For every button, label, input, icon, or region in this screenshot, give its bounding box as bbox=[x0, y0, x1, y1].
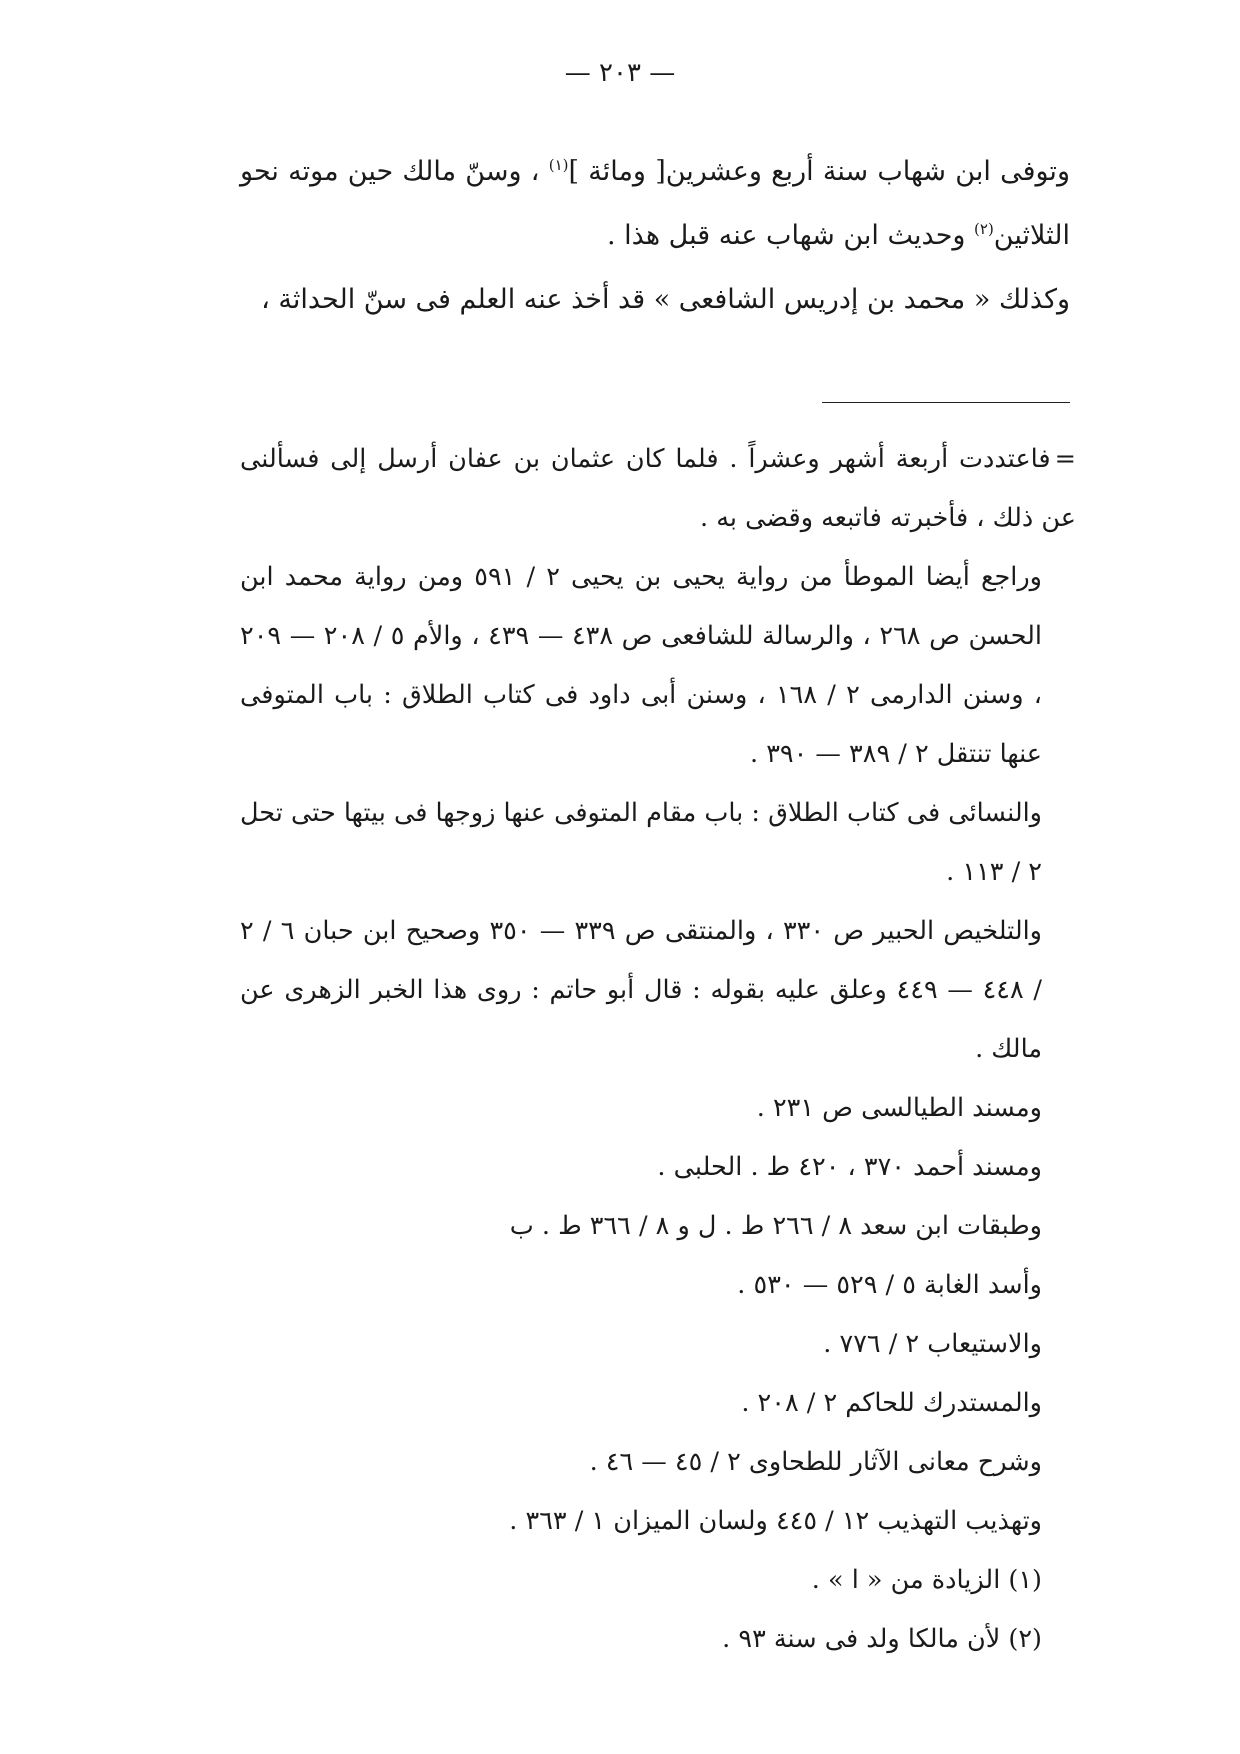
main-paragraph-1-part-2: ، وسنّ مالك حين موته نحو الثلاثين bbox=[240, 156, 1070, 251]
footnote-ref-2: (٢) bbox=[974, 220, 994, 238]
continuation-text: فاعتددت أربعة أشهر وعشراً . فلما كان عثمان بن عفان أرسل إلى فسألنى عن ذلك ، فأخبرته فاتبعه وقضى به . bbox=[240, 444, 1076, 533]
footnote-paragraph-muwatta: وراجع أيضا الموطأ من رواية يحيى بن يحيى ٢ / ٥٩١ ومن رواية محمد ابن الحسن ص ٢٦٨ ، والرسالة للشافعى ص ٤٣٨ — ٤٣٩ ، والأم ٥ / ٢٠٨ — ٢٠٩ ، وسنن الدارمى ٢ / ١٦٨ ، وسنن أبى داود فى كتاب الطلاق : باب المتوفى عنها تنتقل ٢ / ٣٨٩ — ٣٩٠ . bbox=[240, 562, 1042, 769]
reference-line: وشرح معانى الآثار للطحاوى ٢ / ٤٥ — ٤٦ . bbox=[589, 1447, 1042, 1477]
footnote-separator bbox=[822, 402, 1070, 403]
footnotes-section bbox=[240, 430, 1076, 1669]
main-paragraph-1-part-3: وحديث ابن شهاب عنه قبل هذا . bbox=[606, 220, 975, 251]
footnote-1: (١) الزيادة من « ا » . bbox=[811, 1565, 1042, 1595]
main-text bbox=[240, 140, 1070, 332]
reference-line: وطبقات ابن سعد ٨ / ٢٦٦ ط . ل و ٨ / ٣٦٦ ط . ب bbox=[509, 1211, 1042, 1241]
main-paragraph-1-part-1: وتوفى ابن شهاب سنة أربع وعشرين[ ومائة ] bbox=[568, 156, 1070, 187]
main-paragraph-1 bbox=[240, 140, 1070, 268]
footnote-continuation bbox=[240, 430, 1076, 548]
footnote-paragraph-talkhis: والتلخيص الحبير ص ٣٣٠ ، والمنتقى ص ٣٣٩ — ٣٥٠ وصحيح ابن حبان ٦ / ٢ / ٤٤٨ — ٤٤٩ وعلق عليه بقوله : قال أبو حاتم : روى هذا الخبر الزهرى عن مالك . bbox=[240, 916, 1043, 1064]
reference-line: وأسد الغابة ٥ / ٥٢٩ — ٥٣٠ . bbox=[737, 1270, 1042, 1300]
continuation-marker: = bbox=[1054, 444, 1076, 474]
reference-line: والاستيعاب ٢ / ٧٧٦ . bbox=[823, 1329, 1042, 1359]
page-number: — ٢٠٣ — bbox=[564, 58, 676, 88]
reference-line: ومسند أحمد ٣٧٠ ، ٤٢٠ ط . الحلبى . bbox=[657, 1152, 1042, 1182]
reference-line: ومسند الطيالسى ص ٢٣١ . bbox=[756, 1093, 1042, 1123]
footnote-paragraph-nasai: والنسائى فى كتاب الطلاق : باب مقام المتوفى عنها زوجها فى بيتها حتى تحل ٢ / ١١٣ . bbox=[240, 798, 1042, 887]
reference-line: وتهذيب التهذيب ١٢ / ٤٤٥ ولسان الميزان ١ / ٣٦٣ . bbox=[509, 1506, 1042, 1536]
main-paragraph-2: وكذلك « محمد بن إدريس الشافعى » قد أخذ عنه العلم فى سنّ الحداثة ، bbox=[261, 284, 1070, 315]
footnote-ref-1: (١) bbox=[548, 156, 569, 174]
footnote-2: (٢) لأن مالكا ولد فى سنة ٩٣ . bbox=[722, 1624, 1042, 1654]
reference-line: والمستدرك للحاكم ٢ / ٢٠٨ . bbox=[741, 1388, 1042, 1418]
